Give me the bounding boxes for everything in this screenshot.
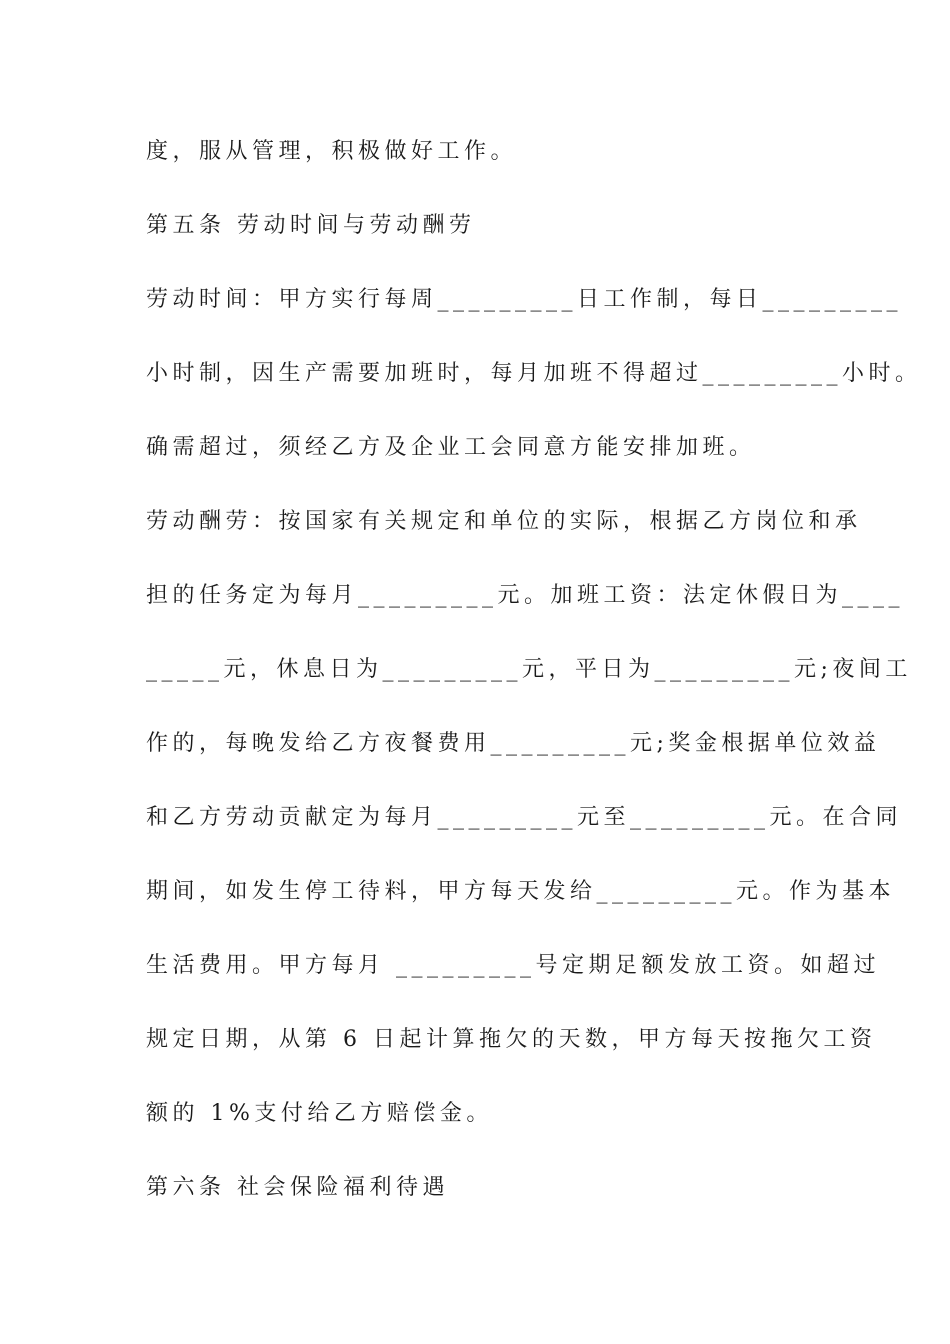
- text-line: 生活费用。甲方每月 _________号定期足额发放工资。如超过: [146, 953, 880, 978]
- text-line: _____元，休息日为_________元，平日为_________元;夜间工: [146, 657, 912, 682]
- text-line: 额的 1%支付给乙方赔偿金。: [146, 1101, 493, 1126]
- text-line: 期间，如发生停工待料，甲方每天发给_________元。作为基本: [146, 879, 896, 904]
- text-line: 确需超过，须经乙方及企业工会同意方能安排加班。: [146, 435, 756, 460]
- text-line: 作的，每晚发给乙方夜餐费用_________元;奖金根据单位效益: [146, 731, 881, 756]
- text-line: 度，服从管理，积极做好工作。: [146, 139, 518, 164]
- section-heading: 第六条 社会保险福利待遇: [146, 1175, 449, 1200]
- section-heading: 第五条 劳动时间与劳动酬劳: [146, 213, 476, 238]
- text-line: 担的任务定为每月_________元。加班工资：法定休假日为____: [146, 583, 905, 608]
- text-line: 和乙方劳动贡献定为每月_________元至_________元。在合同: [146, 805, 903, 830]
- text-line: 劳动酬劳：按国家有关规定和单位的实际，根据乙方岗位和承: [146, 509, 862, 534]
- text-line: 劳动时间：甲方实行每周_________日工作制，每日_________: [146, 287, 903, 312]
- text-line: 规定日期，从第 6 日起计算拖欠的天数，甲方每天按拖欠工资: [146, 1027, 877, 1052]
- text-line: 小时制，因生产需要加班时，每月加班不得超过_________小时。: [146, 361, 922, 386]
